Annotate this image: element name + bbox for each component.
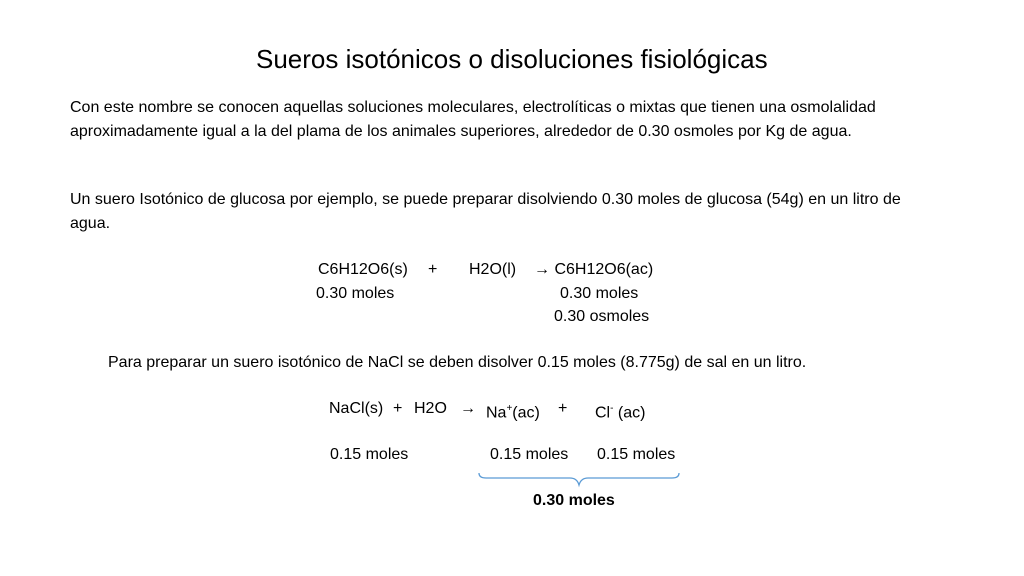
nacl-paragraph: Para preparar un suero isotónico de NaCl se deben disolver 0.15 moles (8.775g) de sal en un litro. xyxy=(108,354,807,371)
glucose-paragraph: Un suero Isotónico de glucosa por ejemplo, se puede preparar disolviendo 0.30 moles de glucosa (54g) en un litro de agua. xyxy=(70,191,901,232)
glucose-reactant: C6H12O6(s) xyxy=(318,261,408,278)
reaction-arrow: → xyxy=(460,400,476,417)
sodium-moles: 0.15 moles xyxy=(490,446,569,463)
chloride-moles: 0.15 moles xyxy=(597,446,676,463)
water-reactant: H2O xyxy=(414,400,447,417)
product-moles: 0.30 moles xyxy=(560,285,639,302)
chloride-ion: Cl- (ac) xyxy=(595,403,646,422)
nacl-moles: 0.15 moles xyxy=(330,446,409,463)
slide-title: Sueros isotónicos o disoluciones fisiológicas xyxy=(256,44,768,74)
intro-paragraph: Con este nombre se conocen aquellas soluciones moleculares, electrolíticas o mixtas que tienen una osmolalidad aproximadamente igual a la del plama de los animales superiores, alrededor de 0.30 osmoles por Kg de agua. xyxy=(70,99,876,140)
brace-icon xyxy=(478,472,680,488)
sodium-ion: Na+(ac) xyxy=(486,403,540,422)
glucose-moles: 0.30 moles xyxy=(316,285,395,302)
nacl-reactant: NaCl(s) xyxy=(329,400,384,417)
glucose-product: → C6H12O6(ac) xyxy=(534,261,654,278)
water-reactant: H2O(l) xyxy=(469,261,517,278)
plus-sign: + xyxy=(558,400,568,417)
plus-sign: + xyxy=(428,261,438,278)
product-osmoles: 0.30 osmoles xyxy=(554,308,650,325)
plus-sign: + xyxy=(393,400,403,417)
total-osmoles: 0.30 moles xyxy=(533,492,615,509)
